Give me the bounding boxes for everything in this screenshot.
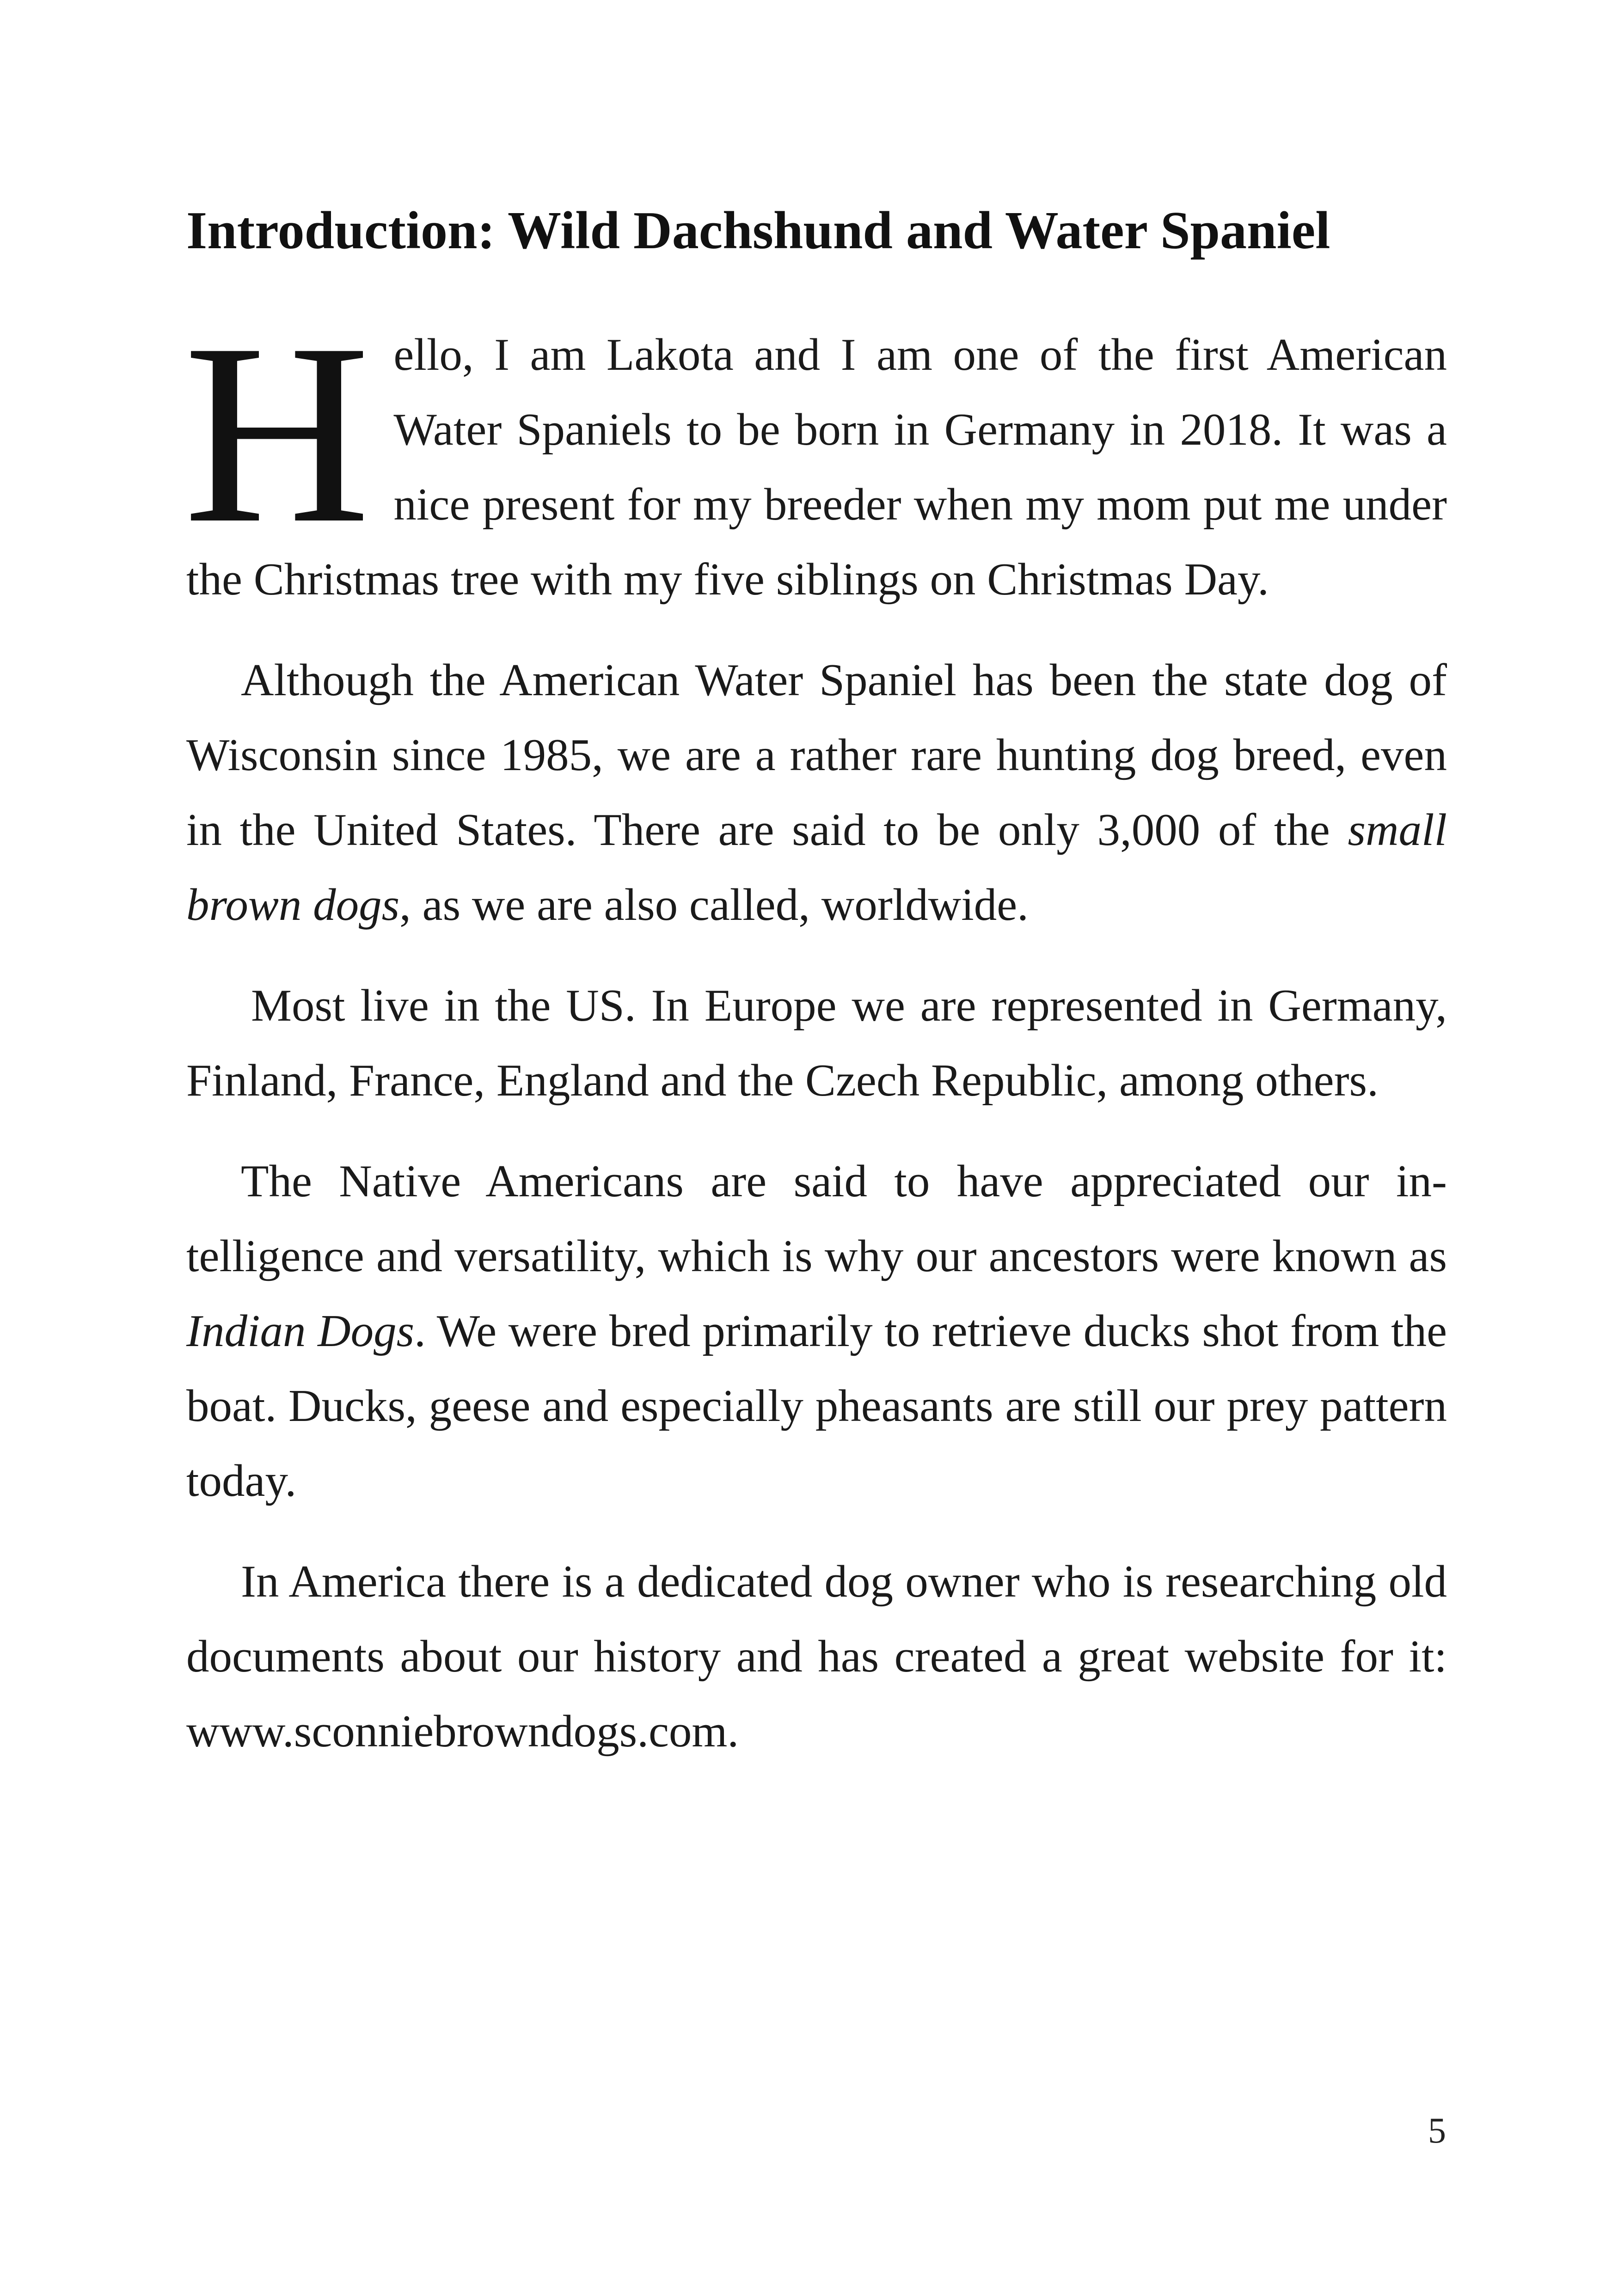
paragraph-text-after: , as we are also called, worldwide. — [399, 880, 1029, 931]
paragraph-intro-text: ello, I am Lakota and I am one of the first American Water Spaniels to be born in Germany in 2018. It was a nice present for my breeder when my mom put me under the Christmas tree with my five siblings on Christmas Day. — [186, 330, 1447, 605]
paragraph-state-dog — [186, 643, 1447, 943]
paragraph-text: Most live in the US. In Europe we are represented in Germany, Finland, France, England and the Czech Republic, among others. — [186, 980, 1447, 1106]
italic-phrase: Indian Dogs — [186, 1306, 415, 1357]
italic-phrase: small brown dogs — [186, 805, 1447, 931]
paragraph-text-before: Although the American Water Spaniel has been the state dog of Wisconsin since 1985, we are a rather rare hunting dog breed, even in the United States. There are said to be only 3,000 of the — [186, 655, 1447, 856]
page-content — [186, 199, 1447, 1769]
paragraph-text: In America there is a dedicated dog owner who is researching old documents about our history and has created a great website for it: www.sconniebrowndogs.com. — [186, 1556, 1447, 1757]
body-text — [184, 290, 1447, 1769]
page-number: 5 — [1428, 2110, 1446, 2150]
paragraph-website — [186, 1544, 1447, 1769]
paragraph-distribution — [186, 968, 1447, 1118]
drop-cap: H — [184, 290, 371, 577]
chapter-title: Introduction: Wild Dachshund and Water Spaniel — [186, 201, 1330, 260]
paragraph-text-before: The Native Americans are said to have appreciated our intelligence and versatility, which is why our ancestors were known as — [186, 1156, 1447, 1282]
paragraph-text-after: . We were bred primarily to retrieve ducks shot from the boat. Ducks, geese and especially pheasants are still our prey pattern today. — [186, 1306, 1447, 1506]
paragraph-native-americans — [186, 1144, 1447, 1518]
paragraph-intro — [184, 290, 1447, 617]
